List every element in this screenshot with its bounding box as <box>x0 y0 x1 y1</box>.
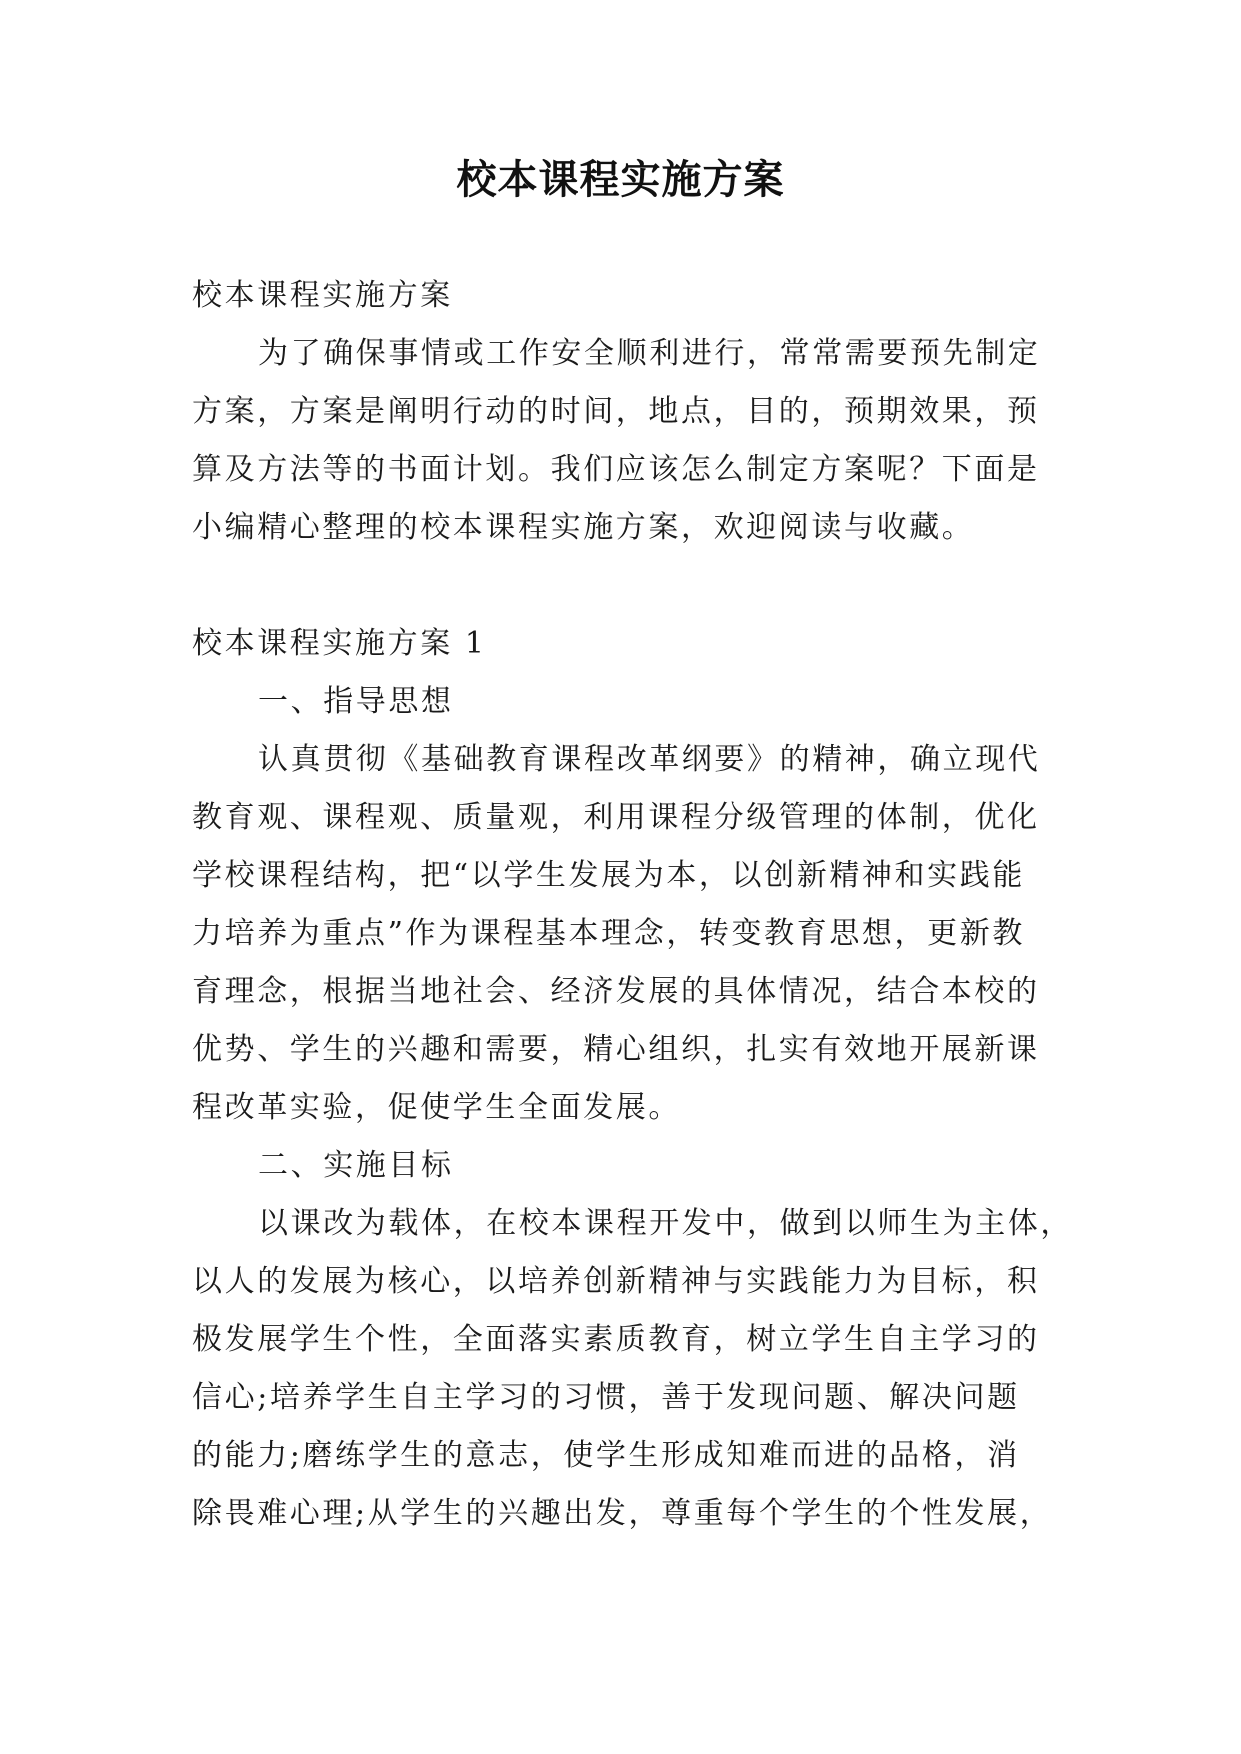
guiding-ideology-line: 教育观、课程观、质量观，利用课程分级管理的体制，优化 <box>192 800 1040 835</box>
section-heading: 校本课程实施方案 1 <box>192 626 487 661</box>
intro-paragraph-line: 为了确保事情或工作安全顺利进行，常常需要预先制定 <box>258 336 1041 371</box>
implementation-goals-line: 极发展学生个性，全面落实素质教育，树立学生自主学习的 <box>192 1322 1040 1357</box>
guiding-ideology-line: 育理念，根据当地社会、经济发展的具体情况，结合本校的 <box>192 974 1040 1009</box>
part-heading-implementation-goals: 二、实施目标 <box>258 1148 454 1183</box>
document-title: 校本课程实施方案 <box>456 156 785 203</box>
intro-paragraph-line: 方案，方案是阐明行动的时间，地点，目的，预期效果，预 <box>192 394 1040 429</box>
implementation-goals-line: 以课改为载体，在校本课程开发中，做到以师生为主体， <box>258 1206 1073 1241</box>
intro-heading: 校本课程实施方案 <box>192 278 453 313</box>
part-heading-guiding-ideology: 一、指导思想 <box>258 684 454 719</box>
implementation-goals-line: 以人的发展为核心，以培养创新精神与实践能力为目标，积 <box>192 1264 1040 1299</box>
implementation-goals-line: 信心;培养学生自主学习的习惯，善于发现问题、解决问题 <box>192 1380 1020 1415</box>
guiding-ideology-line: 程改革实验，促使学生全面发展。 <box>192 1090 681 1125</box>
implementation-goals-line: 除畏难心理;从学生的兴趣出发，尊重每个学生的个性发展， <box>192 1496 1053 1531</box>
guiding-ideology-line: 力培养为重点”作为课程基本理念，转变教育思想，更新教 <box>192 916 1025 951</box>
guiding-ideology-line: 优势、学生的兴趣和需要，精心组织，扎实有效地开展新课 <box>192 1032 1040 1067</box>
implementation-goals-line: 的能力;磨练学生的意志，使学生形成知难而进的品格，消 <box>192 1438 1020 1473</box>
intro-paragraph-line: 小编精心整理的校本课程实施方案，欢迎阅读与收藏。 <box>192 510 975 545</box>
guiding-ideology-line: 学校课程结构，把“以学生发展为本，以创新精神和实践能 <box>192 858 1025 893</box>
paragraph-spacer <box>192 557 1050 615</box>
document-body <box>192 267 1073 1543</box>
intro-paragraph-line: 算及方法等的书面计划。我们应该怎么制定方案呢？下面是 <box>192 452 1040 487</box>
guiding-ideology-line: 认真贯彻《基础教育课程改革纲要》的精神，确立现代 <box>258 742 1041 777</box>
